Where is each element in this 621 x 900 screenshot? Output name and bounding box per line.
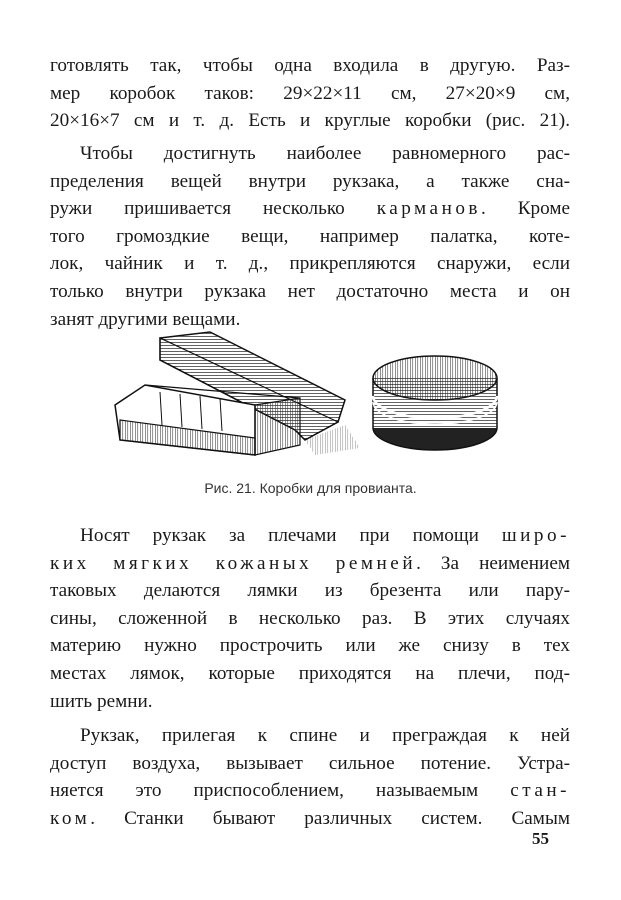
text-line: доступ воздуха, вызывает сильное потение. Устра- bbox=[50, 752, 570, 774]
text-line bbox=[50, 195, 570, 223]
figure-caption: Рис. 21. Коробки для провианта. bbox=[204, 480, 417, 496]
paragraph-continuation bbox=[50, 52, 570, 135]
round-tin-icon bbox=[373, 356, 497, 450]
text-line bbox=[50, 522, 570, 550]
emphasized-term: широ- bbox=[501, 525, 571, 546]
text-fragment: ружи пришивается несколько bbox=[50, 198, 345, 220]
text-line: занят другими вещами. bbox=[50, 308, 241, 330]
emphasized-term: карманов bbox=[376, 198, 481, 220]
text-fragment: . Кроме bbox=[481, 198, 570, 220]
paragraph-pockets bbox=[50, 140, 570, 333]
text-line bbox=[50, 550, 570, 578]
text-line: мер коробок таков: 29×22×11 см, 27×20×9 см, bbox=[50, 82, 570, 104]
paragraph-straps bbox=[50, 522, 570, 715]
emphasized-term: ком bbox=[50, 807, 91, 829]
text-line: того громоздкие вещи, например палатка, коте- bbox=[50, 225, 570, 247]
text-line: сины, сложенной в несколько раз. В этих случаях bbox=[50, 607, 570, 629]
text-line: шить ремни. bbox=[50, 690, 153, 712]
text-fragment: . Станки бывают различных систем. Самым bbox=[90, 807, 570, 829]
text-line bbox=[50, 777, 570, 805]
text-fragment: Носят рукзак за плечами при помощи bbox=[80, 525, 479, 546]
text-fragment: . За неимением bbox=[416, 552, 570, 574]
figure-provision-boxes bbox=[100, 330, 520, 460]
text-line: только внутри рукзака нет достаточно места и он bbox=[50, 280, 570, 302]
rectangular-box-icon bbox=[115, 332, 360, 455]
paragraph-frame bbox=[50, 722, 570, 832]
emphasized-term: стан- bbox=[510, 780, 570, 802]
text-line: местах лямок, которые приходятся на плечи, под- bbox=[50, 662, 570, 684]
text-line: материю нужно прострочить или же снизу в тех bbox=[50, 635, 570, 657]
text-line bbox=[50, 805, 570, 833]
text-line: 20×16×7 см и т. д. Есть и круглые коробки (рис. 21). bbox=[50, 110, 570, 132]
page-number: 55 bbox=[532, 829, 549, 848]
text-line: пределения вещей внутри рукзака, а также сна- bbox=[50, 170, 570, 192]
text-fragment: няется это приспособлением, называемым bbox=[50, 780, 479, 802]
text-line: Рукзак, прилегая к спине и преграждая к ней bbox=[80, 725, 570, 746]
text-line: готовлять так, чтобы одна входила в другую. Раз- bbox=[50, 55, 570, 76]
text-line: лок, чайник и т. д., прикрепляются снаружи, если bbox=[50, 253, 570, 275]
text-line: таковых делаются лямки из брезента или пару- bbox=[50, 580, 570, 602]
emphasized-term: ких мягких кожаных ремней bbox=[50, 552, 417, 574]
text-line: Чтобы достигнуть наиболее равномерного рас- bbox=[80, 143, 570, 164]
